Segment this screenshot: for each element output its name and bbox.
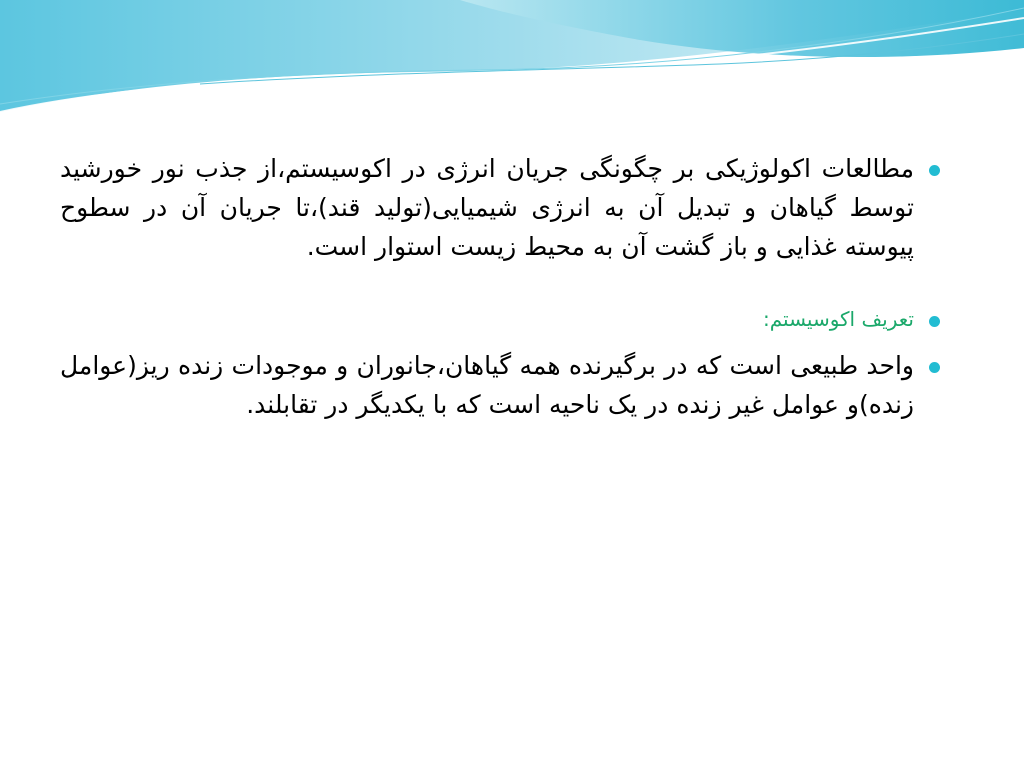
bullet-ecology-definition: [60, 150, 940, 266]
wave-header-decoration: [0, 0, 1024, 130]
bullet-ecosystem-definition: [60, 347, 940, 425]
bullet-text: تعریف اکوسیستم:: [762, 307, 914, 332]
bullet-text: واحد طبیعی است که در برگیرنده همه گیاهان،جانوران و موجودات زنده ریز(عوامل زنده)و عوامل غیر زنده در یک ناحیه است که با یکدیگر در تقابلند.: [60, 351, 914, 419]
bullet-dot-icon: [929, 362, 940, 373]
bullet-list: [60, 150, 940, 425]
bullet-ecosystem-heading: [60, 304, 940, 335]
bullet-dot-icon: [929, 316, 940, 327]
bullet-text: مطالعات اکولوژیکی بر چگونگی جریان انرژی در اکوسیستم،از جذب نور خورشید توسط گیاهان و تبدیل آن به انرژی شیمیایی(تولید قند)،تا جریان آن در سطوح پیوسته غذایی و باز گشت آن به محیط زیست استوار است.: [60, 154, 914, 261]
bullet-dot-icon: [929, 165, 940, 176]
